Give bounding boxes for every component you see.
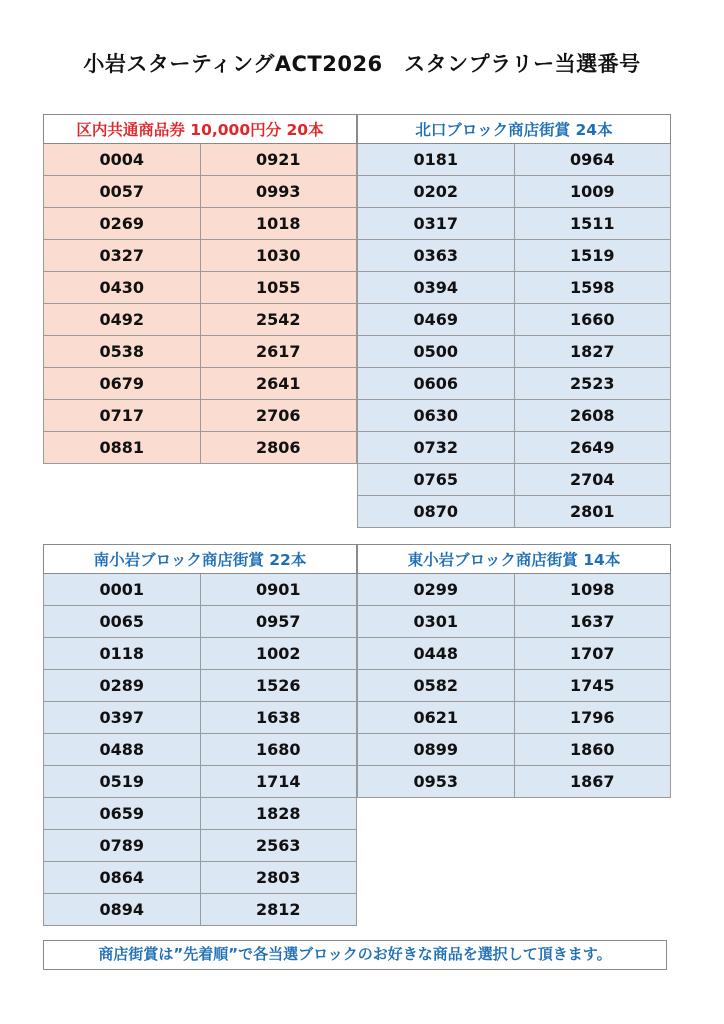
table-minami-koiwa-block: [43, 544, 357, 926]
table-row: [44, 240, 357, 272]
winning-number-cell: 1009: [514, 176, 671, 208]
winning-number-cell: 0621: [358, 702, 515, 734]
table-common-voucher: [43, 114, 357, 464]
table-row: [358, 144, 671, 176]
winning-number-cell: 0397: [44, 702, 201, 734]
table-row: [358, 176, 671, 208]
winning-number-cell: 0469: [358, 304, 515, 336]
winning-number-cell: 1867: [514, 766, 671, 798]
winning-number-cell: 0870: [358, 496, 515, 528]
table-row: [358, 670, 671, 702]
winning-number-cell: 0957: [200, 606, 357, 638]
winning-number-cell: 2706: [200, 400, 357, 432]
winning-number-cell: 0789: [44, 830, 201, 862]
table-row: [44, 336, 357, 368]
winning-number-cell: 0630: [358, 400, 515, 432]
winning-number-cell: 1860: [514, 734, 671, 766]
table-row: [358, 240, 671, 272]
winning-number-cell: 0430: [44, 272, 201, 304]
winning-number-cell: 0202: [358, 176, 515, 208]
winning-number-cell: 2801: [514, 496, 671, 528]
winning-number-cell: 2803: [200, 862, 357, 894]
table-row: [358, 304, 671, 336]
winning-number-cell: 1030: [200, 240, 357, 272]
winning-number-cell: 1098: [514, 574, 671, 606]
table-heading: 東小岩ブロック商店街賞 14本: [358, 545, 671, 574]
winning-number-cell: 1526: [200, 670, 357, 702]
winning-number-cell: 2617: [200, 336, 357, 368]
winning-number-cell: 1598: [514, 272, 671, 304]
winning-number-cell: 2542: [200, 304, 357, 336]
table-row: [44, 208, 357, 240]
winning-number-cell: 2608: [514, 400, 671, 432]
winning-number-cell: 0717: [44, 400, 201, 432]
winning-number-cell: 1714: [200, 766, 357, 798]
winning-number-cell: 0500: [358, 336, 515, 368]
winning-number-cell: 0057: [44, 176, 201, 208]
winning-number-cell: 0921: [200, 144, 357, 176]
table-row: [44, 432, 357, 464]
winning-number-cell: 1796: [514, 702, 671, 734]
table-row: [358, 606, 671, 638]
table-heading: 北口ブロック商店街賞 24本: [358, 115, 671, 144]
winning-number-cell: 2704: [514, 464, 671, 496]
winning-number-cell: 0679: [44, 368, 201, 400]
table-row: [44, 176, 357, 208]
winning-number-cell: 0582: [358, 670, 515, 702]
winning-number-cell: 0519: [44, 766, 201, 798]
winning-number-cell: 0394: [358, 272, 515, 304]
winning-number-cell: 0448: [358, 638, 515, 670]
winning-number-cell: 0001: [44, 574, 201, 606]
table-higashi-koiwa-block: [357, 544, 671, 798]
winning-number-cell: 1828: [200, 798, 357, 830]
page-title: 小岩スターティングACT2026 スタンプラリー当選番号: [83, 52, 641, 76]
table-row: [358, 208, 671, 240]
table-row: [358, 464, 671, 496]
table-row: [358, 734, 671, 766]
winning-number-cell: 2649: [514, 432, 671, 464]
winning-number-cell: 0953: [358, 766, 515, 798]
table-row: [44, 144, 357, 176]
table-heading: 区内共通商品券 10,000円分 20本: [44, 115, 357, 144]
winning-number-cell: 1511: [514, 208, 671, 240]
table-row: [44, 400, 357, 432]
table-row: [44, 894, 357, 926]
winning-number-cell: 1660: [514, 304, 671, 336]
winning-number-cell: 1055: [200, 272, 357, 304]
table-row: [44, 638, 357, 670]
winning-number-cell: 1519: [514, 240, 671, 272]
table-row: [358, 702, 671, 734]
winning-number-cell: 0899: [358, 734, 515, 766]
table-row: [44, 272, 357, 304]
winning-number-cell: 0864: [44, 862, 201, 894]
winning-number-cell: 0269: [44, 208, 201, 240]
winning-number-cell: 0181: [358, 144, 515, 176]
winning-number-cell: 0488: [44, 734, 201, 766]
table-row: [44, 304, 357, 336]
winning-number-cell: 0732: [358, 432, 515, 464]
winning-number-cell: 0659: [44, 798, 201, 830]
winning-number-cell: 0317: [358, 208, 515, 240]
winning-number-cell: 2523: [514, 368, 671, 400]
winning-number-cell: 0964: [514, 144, 671, 176]
table-row: [358, 336, 671, 368]
winning-number-cell: 0894: [44, 894, 201, 926]
table-row: [44, 862, 357, 894]
winning-number-cell: 1680: [200, 734, 357, 766]
table-row: [44, 606, 357, 638]
winning-number-cell: 1707: [514, 638, 671, 670]
winning-number-cell: 0901: [200, 574, 357, 606]
winning-number-cell: 0363: [358, 240, 515, 272]
table-row: [44, 670, 357, 702]
table-row: [358, 496, 671, 528]
table-row: [358, 272, 671, 304]
table-row: [44, 734, 357, 766]
winning-number-cell: 0004: [44, 144, 201, 176]
winning-number-cell: 0492: [44, 304, 201, 336]
winning-number-cell: 2641: [200, 368, 357, 400]
winning-number-cell: 2563: [200, 830, 357, 862]
winning-number-cell: 0065: [44, 606, 201, 638]
winning-number-cell: 0289: [44, 670, 201, 702]
winning-number-cell: 0993: [200, 176, 357, 208]
winning-number-cell: 2806: [200, 432, 357, 464]
winning-number-cell: 0301: [358, 606, 515, 638]
winning-number-cell: 0118: [44, 638, 201, 670]
table-row: [358, 638, 671, 670]
winning-number-cell: 1018: [200, 208, 357, 240]
table-row: [44, 368, 357, 400]
table-row: [358, 766, 671, 798]
table-row: [44, 574, 357, 606]
winning-number-cell: 1827: [514, 336, 671, 368]
table-north-block: [357, 114, 671, 528]
winning-number-cell: 1745: [514, 670, 671, 702]
table-heading: 南小岩ブロック商店街賞 22本: [44, 545, 357, 574]
table-row: [358, 368, 671, 400]
footer-note: 商店街賞は”先着順”で各当選ブロックのお好きな商品を選択して頂きます。: [43, 940, 667, 970]
winning-number-cell: 0538: [44, 336, 201, 368]
winning-number-cell: 0327: [44, 240, 201, 272]
table-row: [44, 798, 357, 830]
winning-number-cell: 1638: [200, 702, 357, 734]
winning-number-cell: 2812: [200, 894, 357, 926]
table-row: [44, 830, 357, 862]
winning-number-cell: 0765: [358, 464, 515, 496]
table-row: [358, 400, 671, 432]
winning-number-cell: 0881: [44, 432, 201, 464]
table-row: [44, 702, 357, 734]
table-row: [358, 432, 671, 464]
winning-number-cell: 0606: [358, 368, 515, 400]
winning-number-cell: 1637: [514, 606, 671, 638]
table-row: [44, 766, 357, 798]
winning-number-cell: 1002: [200, 638, 357, 670]
winning-number-cell: 0299: [358, 574, 515, 606]
table-row: [358, 574, 671, 606]
